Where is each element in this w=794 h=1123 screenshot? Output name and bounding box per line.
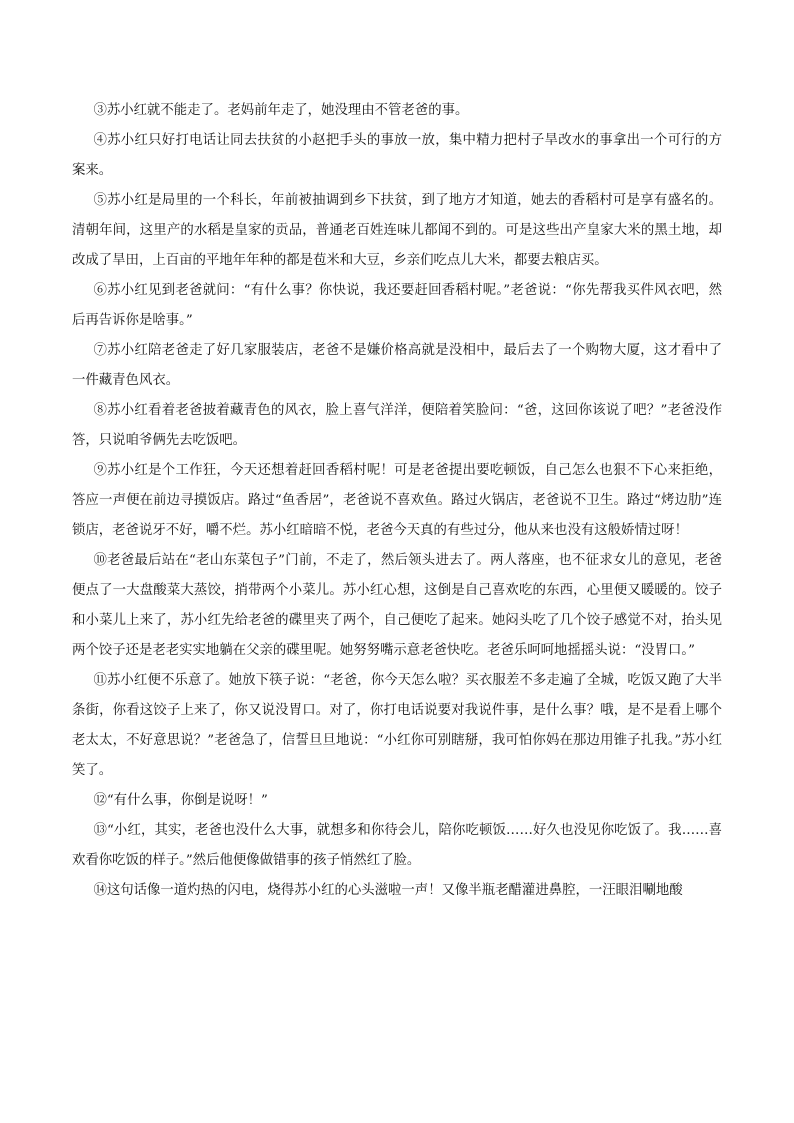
paragraph-5: ⑤苏小红是局里的一个科长，年前被抽调到乡下扶贫，到了地方才知道，她去的香稻村可是享有盛名的。清朝年间，这里产的水稻是皇家的贡品，普通老百姓连味儿都闻不到的。可是这些出产皇家大米的黑土地，却改成了旱田，上百亩的平地年年种的都是苞米和大豆，乡亲们吃点儿大米，都要去粮店买。 [72, 193, 722, 268]
paragraph-4: ④苏小红只好打电话让同去扶贫的小赵把手头的事放一放，集中精力把村子旱改水的事拿出一个可行的方案来。 [72, 133, 722, 178]
paragraph-12: ⑫“有什么事，你倒是说呀！” [93, 793, 268, 808]
paragraph-10: ⑩老爸最后站在“老山东菜包子”门前，不走了，然后领头进去了。两人落座，也不征求女儿的意见，老爸便点了一大盘酸菜大蒸饺，捎带两个小菜儿。苏小红心想，这倒是自己喜欢吃的东西，心里便又暖暖的。饺子和小菜儿上来了，苏小红先给老爸的碟里夹了两个，自己便吃了起来。她闷头吃了几个饺子感觉不对，抬头见两个饺子还是老老实实地躺在父亲的碟里呢。她努努嘴示意老爸快吃。老爸乐呵呵地摇摇头说：“没胃口。” [72, 553, 722, 658]
paragraph-13: ⑬“小红，其实，老爸也没什么大事，就想多和你待会儿，陪你吃顿饭……好久也没见你吃饭了。我……喜欢看你吃饭的样子。”然后他便像做错事的孩子悄然红了脸。 [72, 823, 722, 868]
paragraph-14: ⑭这句话像一道灼热的闪电，烧得苏小红的心头滋啦一声！又像半瓶老醋灌进鼻腔，一汪眼泪唰地酸 [93, 883, 683, 898]
paragraph-6: ⑥苏小红见到老爸就问：“有什么事？你快说，我还要赶回香稻村呢。”老爸说：“你先帮我买件风衣吧，然后再告诉你是啥事。” [72, 283, 722, 328]
paragraph-8: ⑧苏小红看着老爸披着藏青色的风衣，脸上喜气洋洋，便陪着笑脸问：“爸，这回你该说了吧？”老爸没作答，只说咱爷俩先去吃饭吧。 [72, 403, 722, 448]
article-body [72, 96, 722, 906]
paragraph-9: ⑨苏小红是个工作狂，今天还想着赶回香稻村呢！可是老爸提出要吃顿饭，自己怎么也狠不下心来拒绝，答应一声便在前边寻摸饭店。路过“鱼香居”，老爸说不喜欢鱼。路过火锅店，老爸说不卫生。路过“烤边肋”连锁店，老爸说牙不好，嚼不烂。苏小红暗暗不悦，老爸今天真的有些过分，他从来也没有这般娇情过呀！ [72, 463, 722, 538]
paragraph-11: ⑪苏小红便不乐意了。她放下筷子说：“老爸，你今天怎么啦？买衣服差不多走遍了全城，吃饭又跑了大半条街，你看这饺子上来了，你又说没胃口。对了，你打电话说要对我说件事，是什么事？哦，是不是看上哪个老太太，不好意思说？”老爸急了，信誓旦旦地说：“小红你可别瞎掰，我可怕你妈在那边用锥子扎我。”苏小红笑了。 [72, 673, 722, 778]
paragraph-3: ③苏小红就不能走了。老妈前年走了，她没理由不管老爸的事。 [93, 103, 469, 118]
paragraph-7: ⑦苏小红陪老爸走了好几家服装店，老爸不是嫌价格高就是没相中，最后去了一个购物大厦，这才看中了一件藏青色风衣。 [72, 343, 722, 388]
